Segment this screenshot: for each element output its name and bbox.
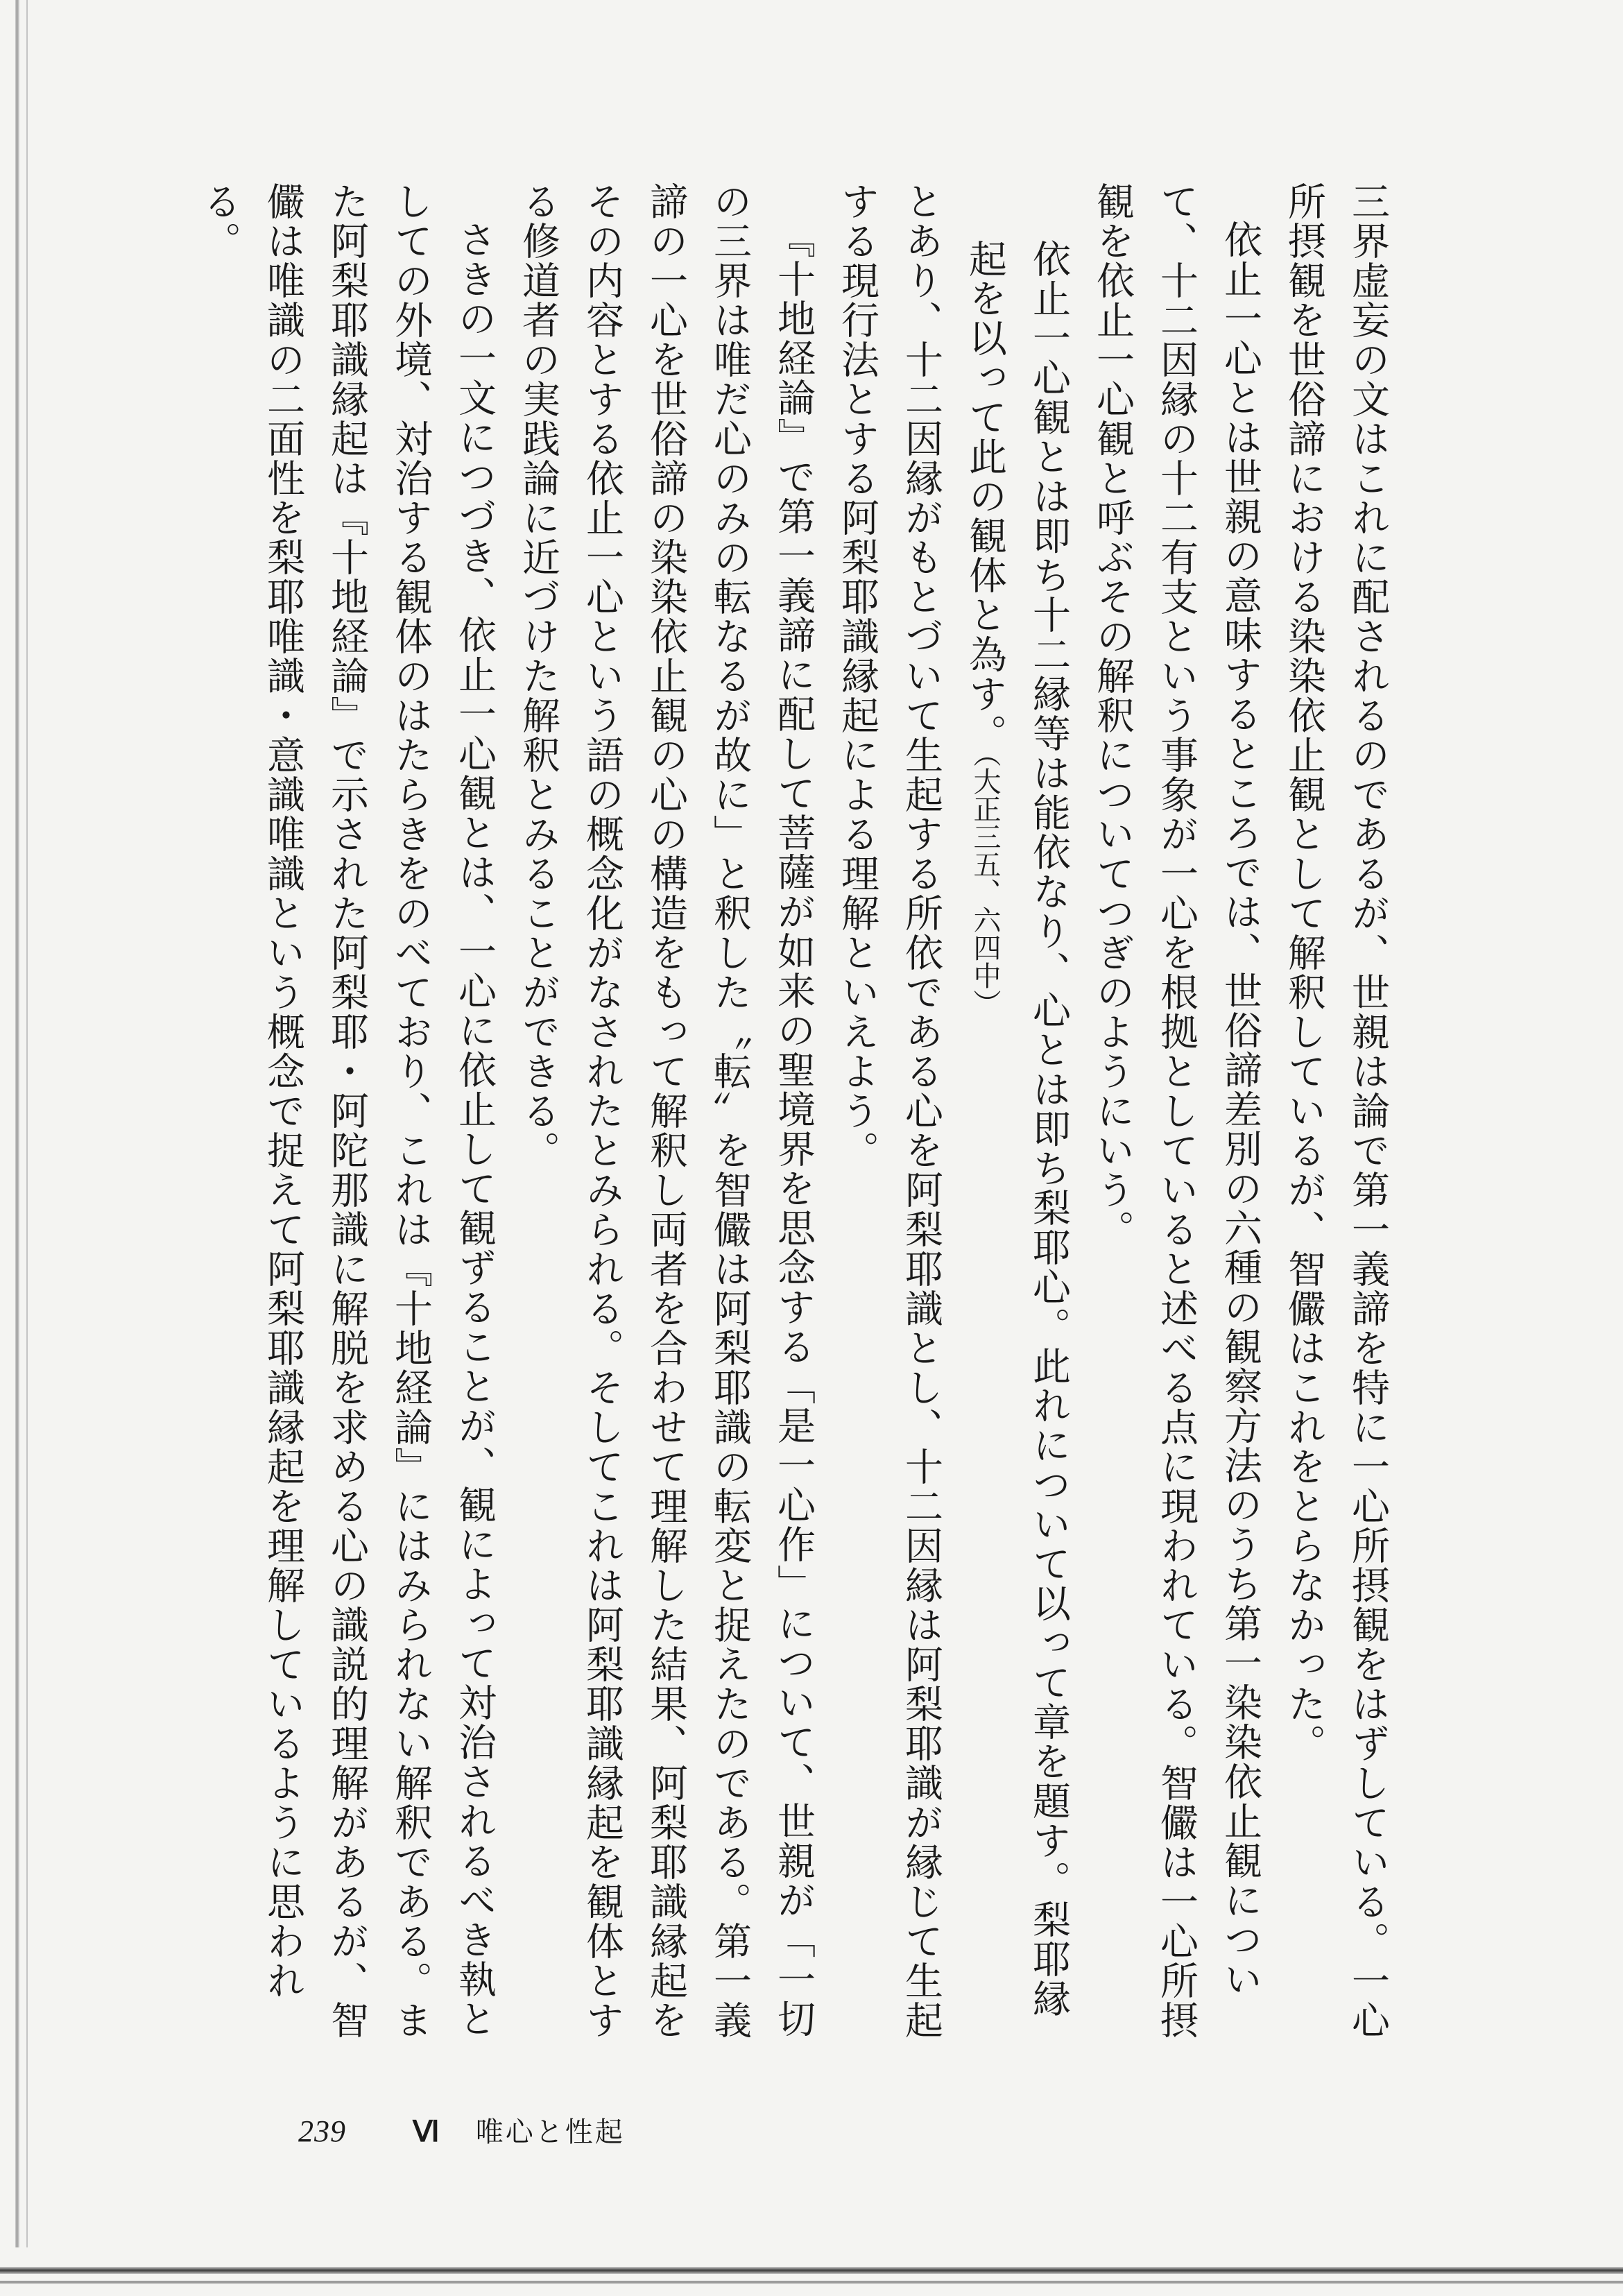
vertical-text-body <box>96 182 1400 2041</box>
page-footer <box>298 2110 625 2150</box>
paragraph-4: 『十地経論』で第一義諦に配して菩薩が如来の聖境界を思念する「是一心作」について、世親が「一切の三界は唯だ心のみの転なるが故に」と釈した〝転〟を智儼は阿梨耶識の転変と捉えたのである。第一義諦の一心を世俗諦の染染依止観の心の構造をもって解釈し両者を合わせて理解した結果、阿梨耶識縁起をその内容とする依止一心という語の概念化がなされたとみられる。そしてこれは阿梨耶識縁起を観体とする修道者の実践論に近づけた解釈とみることができる。 <box>516 182 816 2040</box>
scan-edge-left <box>15 0 19 2247</box>
paragraph-1: 三界虚妄の文はこれに配されるのであるが、世親は論で第一義諦を特に一心所摂観をはずしている。一心所摂観を世俗諦における染染依止観として解釈しているが、智儼はこれをとらなかった。 <box>1282 182 1390 2040</box>
paragraph-2: 依止一心とは世親の意味するところでは、世俗諦差別の六種の観察方法のうち第一染染依止観について、十二因縁の十二有支という事象が一心を根拠としていると述べる点に現われている。智儼は一心所摂観を依止一心観と呼ぶその解釈についてつぎのようにいう。 <box>1090 182 1262 2040</box>
scan-edge-bottom <box>0 2267 1623 2274</box>
block-quote <box>953 239 1081 2041</box>
scan-edge-bottom-line <box>0 2281 1623 2284</box>
quote-text: 依止一心観とは即ち十二縁等は能依なり、心とは即ち梨耶心。此れについて以って章を題す。梨耶縁起を以って此の観体と為す。 <box>963 239 1071 2019</box>
chapter-title: 唯心と性起 <box>475 2116 625 2148</box>
quote-citation: （大正三五、六四中） <box>969 753 1001 1017</box>
paragraph-3: とあり、十二因縁がもとづいて生起する所依である心を阿梨耶識とし、十二因縁は阿梨耶識が縁じて生起する現行法とする阿梨耶識縁起による理解といえよう。 <box>835 182 943 2040</box>
scan-edge-left-line <box>26 0 28 2247</box>
paragraph-5: さきの一文につづき、依止一心観とは、一心に依止して観ずることが、観によって対治されるべき執としての外境、対治する観体のはたらきをのべており、これは『十地経論』にはみられない解釈である。また阿梨耶識縁起は『十地経論』で示された阿梨耶・阿陀那識に解脱を求める心の識説的理解があるが、智儼は唯識の二面性を梨耶唯識・意識唯識という概念で捉えて阿梨耶識縁起を理解しているように思われる。 <box>197 182 497 2040</box>
page-number: 239 <box>298 2114 346 2148</box>
chapter-number: Ⅵ <box>413 2116 440 2148</box>
